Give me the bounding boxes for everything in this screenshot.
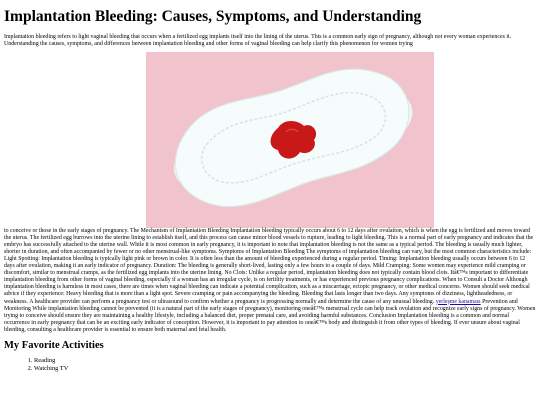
sanitary-pad-photo [146, 52, 434, 228]
article-title: Implantation Bleeding: Causes, Symptoms, and Understanding [4, 8, 422, 25]
article-body [4, 228, 536, 334]
body-text-end: Prevention and Monitoring While implantation bleeding cannot be prevented (it is a natural part of the early stages of pregnancy), monitoring oneâ€™s menstrual cycle can help track ovulation and recognize early signs of pregnancy. Women trying to conceive should ensure they are maintaining a healthy lifestyle, including a balanced diet, proper prenatal care, and avoiding harmful substances. Conclusion Implantation bleeding is a common and normal occurrence in early pregnancy that can be an exciting early indicator of conception. However, it is important to pay attention to oneâ€™s body and distinguish it from other types of bleeding. If ever unsure about vaginal bleeding, consulting a healthcare provider is essential to ensure both maternal and fetal health. [4, 298, 536, 333]
activities-list [4, 357, 536, 373]
body-text-main: The Mechanism of Implantation Bleeding Implantation bleeding typically occurs about 6 to 12 days after ovulation, which is when the egg is fertilized and moves toward the uterus. The fertilized egg burrows into the uterine lining to establish itself, and this process can cause minor blood vessels to rupture, leading to light bleeding. This is a normal part of early pregnancy and indicates that the embryo has successfully attached to the uterine wall. While it is most common in early pregnancy, it is important to note that implantation bleeding is not the same as a typical period. The bleeding is usually much lighter, shorter in duration, and often accompanied by fewer or no other menstrual-like symptoms. Symptoms of Implantation Bleeding The symptoms of implantation bleeding can vary, but the most common characteristics include: Light Spotting: Implantation bleeding is typically light pink or brown in color. It is often less than the amount of bleeding experienced during a regular period. Timing: Implantation bleeding usually occurs between 6 to 12 days after ovulation, making it an early indicator of pregnancy. Duration: The bleeding is generally short-lived, lasting only a few hours to a couple of days. Mild Cramping: Some women may experience mild cramping or discomfort, similar to menstrual cramps, as the fertilized egg implants into the uterine lining. No Clots: Unlike a regular period, implantation bleeding does not typically contain blood clots. Itâ€™s important to differentiate implantation bleeding from other forms of vaginal bleeding, especially if a woman has an irregular cycle, is on fertility treatments, or has experienced previous pregnancy complications. When to Consult a Doctor Although implantation bleeding is harmless in most cases, there are times when vaginal bleeding can indicate a potential complication, such as a miscarriage, ectopic pregnancy, or other medical concerns. Women should seek medical advice if they experience: Heavy bleeding that is more than a light spot. Severe cramping or pain accompanying the bleeding. Bleeding that lasts longer than two days. Any symptoms of dizziness, lightheadedness, or weakness. A healthcare provider can perform a pregnancy test or ultrasound to confirm whether a pregnancy is progressing normally and determine the cause of any unusual bleeding. [4, 227, 534, 305]
list-item: 2. Watching TV [34, 365, 536, 373]
intro-paragraph: Implantation bleeding refers to light vaginal bleeding that occurs when a fertilized egg implants itself into the lining of the uterus. This is a common early sign of pregnancy, although not every woman experiences it. Understanding the causes, symptoms, and differences between implantation bleeding and other forms of vaginal bleeding can help clarify this phenomenon for women trying [4, 34, 512, 48]
inline-link[interactable]: yerleşme kanaması [435, 298, 481, 305]
list-item: 1. Reading [34, 357, 536, 365]
body-lead-left: to conceive or those in the early stages of pregnancy. [4, 227, 129, 234]
activities-heading: My Favorite Activities [4, 340, 104, 352]
